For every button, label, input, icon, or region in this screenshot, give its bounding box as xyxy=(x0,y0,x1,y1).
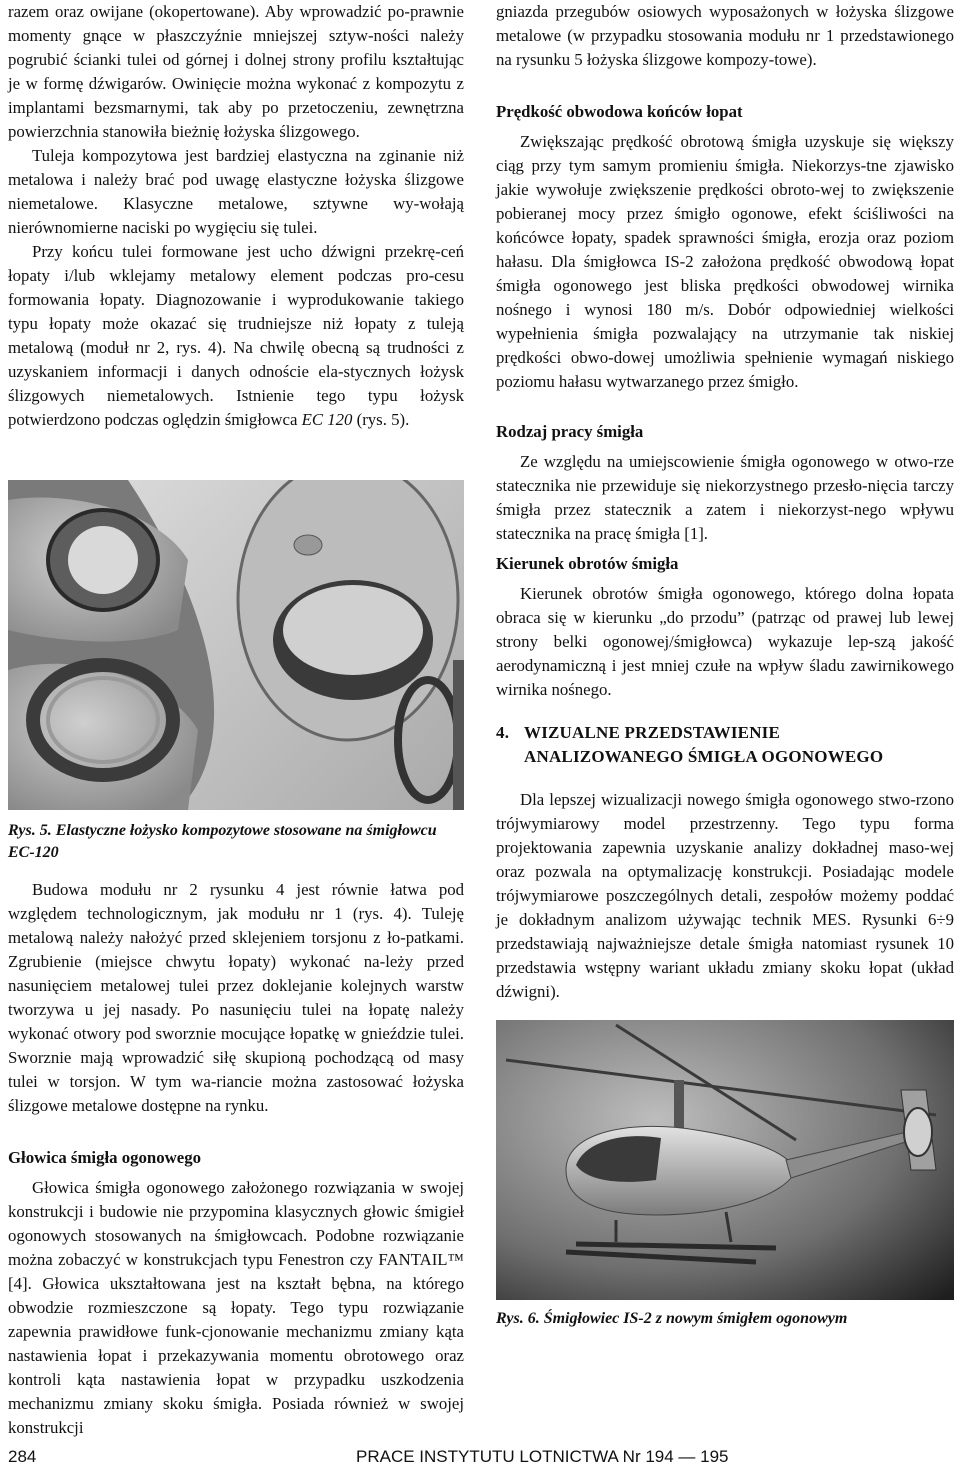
paragraph-operation-mode: Ze względu na umiejscowienie śmigła ogonowego w otwo-rze statecznika nie przewiduje się niekorzystnego przesło-nięcia tarczy śmigła przez statecznik a zatem i niekorzyst-nego wpływu statecznika na pracę śmigła [1]. xyxy=(496,452,954,543)
section-title-line-2: ANALIZOWANEGO ŚMIGŁA OGONOWEGO xyxy=(524,747,884,766)
ec120-reference: EC 120 xyxy=(301,410,353,429)
journal-name: PRACE INSTYTUTU LOTNICTWA Nr 194 — 195 xyxy=(356,1447,729,1466)
heading-operation-mode: Rodzaj pracy śmigła xyxy=(496,422,644,441)
helicopter-illustration xyxy=(496,1020,954,1300)
bearing-photo-illustration xyxy=(8,480,464,810)
paragraph-tip-speed: Zwiększając prędkość obrotową śmigła uzyskuje się większy ciąg przy tym samym promieniu śmigła. Niekorzys-tne zjawisko jakie wywołuje zwiększenie prędkości obroto-wej to zwiększenie pobieranej mocy przez śmigło ogonowe, efekt ściśliwości na końcówce łopaty, spadek sprawności śmigła, erozja oraz poziom hałasu. Dla śmigłowca IS-2 założona prędkość obwodową łopat śmigła ogonowego jest bliska prędkości obwodowej wirnika nośnego i wynosi 180 m/s. Dobór odpowiedniej wielkości wypełnienia śmigła pozwalający na utrzymanie tak niskiej prędkości obwo-dowej umożliwia spełnienie wymagań niskiego poziomu hałasu wytwarzanego przez śmigło. xyxy=(496,132,954,391)
paragraph-visualization: Dla lepszej wizualizacji nowego śmigła ogonowego stwo-rzono trójwymiarowy model przestrzenny. Tego typu forma projektowania zapewnia uzyskanie analizy dokładnej maso-wej oraz pozwala na optymalizację konstrukcji. Posiadając modele trójwymiarowe poszczególnych detali, zespołów możemy poddać je dokładnym analizom używając technik MES. Rysunki 6÷9 przedstawiają najważniejsze detale śmigła natomiast rysunek 10 przedstawia wstępny wariant układu zmiany skoku łopat (układ dźwigni). xyxy=(496,790,954,1001)
figure-5-photo xyxy=(8,480,464,810)
paragraph-rotor-head: Głowica śmigła ogonowego założonego rozwiązania w swojej konstrukcji i budowie nie przypomina klasycznych głowic śmigieł ogonowych stosowanych na śmigłowcach. Podobne rozwiązanie można zobaczyć w konstrukcjach typu Fenestron czy FANTAIL™ [4]. Głowica ukształtowana jest na kształt bębna, na którego obwodzie rozmieszczone są łopaty. Tego typu rozwiązanie zapewnia prawidłowe funk-cjonowanie mechanizmu zmiany kąta nastawienia łopat i przekazywania momentu obrotowego oraz kontroli kąta nastawienia łopat w przypadku uszkodzenia mechanizmu zmiany skoku śmigła. Posiada również w swojej konstrukcji xyxy=(8,1178,464,1437)
paragraph-composite-sleeve: Tuleja kompozytowa jest bardziej elastyczna na zginanie niż metalowa i należy brać pod uwagę elastyczne łożyska ślizgowe niemetalowe. Klasyczne metalowe, sztywne wy-wołają nierównomierne naciski po wygięciu się tulei. xyxy=(8,146,464,237)
paragraph-lever-eye: Przy końcu tulei formowane jest ucho dźwigni przekrę-ceń łopaty i/lub wklejamy metalowy element podczas pro-cesu formowania łopaty. Diagnozowanie i wyprodukowanie takiego typu łopaty może okazać się trudniejsze niż łopaty z tuleją metalową (moduł nr 2, rys. 4). Na chwilę obecną są trudności z uzyskaniem informacji i danych odnoście ela-stycznych łożysk ślizgowych niemetalowych. Istnienie tego typu łożysk potwierdzono podczas oględzin śmigłowca EC 120 (rys. 5). xyxy=(8,242,464,429)
figure-6-render xyxy=(496,1020,954,1300)
page-number: 284 xyxy=(8,1447,37,1466)
figure-5-caption: Rys. 5. Elastyczne łożysko kompozytowe stosowane na śmigłowcu EC-120 xyxy=(8,822,437,861)
paragraph-module-2: Budowa modułu nr 2 rysunku 4 jest równie łatwa pod względem technologicznym, jak modułu nr 1 (rys. 4). Tuleję metalową należy nałożyć przed sklejeniem torsjonu z ło-patkami. Zgrubienie (miejsce chwytu łopaty) wykonać na-leży przed nasunięciem metalowej tulei przez doklejanie kolejnych warstw tworzywa u jej nasady. Po nasunięciu tulei na łopatę należy wykonać otwory pod sworznie mocujące łopatkę w gnieździe tulei. Sworznie mają wprowadzić siłę skupioną pochodzącą od masy tulei w torsjon. W tym wa-riancie można zastosować łożyska ślizgowe metalowe dostępne na rynku. xyxy=(8,880,464,1115)
section-number: 4. xyxy=(496,723,510,742)
paragraph-rotation-direction: Kierunek obrotów śmigła ogonowego, którego dolna łopata obraca się w kierunku „do przodu” (patrząc od prawej lub lewej strony belki ogonowej/śmigłowca) wykazuje lep-szą jakość aerodynamiczną i jest mniej czułe na wpływ śladu zawirnikowego wirnika nośnego. xyxy=(496,584,954,699)
paragraph-intro-left: razem oraz owijane (okopertowane). Aby wprowadzić po-prawnie momenty gnące w płaszczyźnie mniejszej sztyw-ności należy pogrubić ścianki tulei od górnej i dolnej strony profilu kształtując je w formę dźwigarów. Owinięcie można wykonać z kompozytu z implantami bezsmarnymi, tak aby po przetoczeniu, zewnętrzna powierzchnia stanowiła bieżnię łożyska ślizgowego. xyxy=(8,2,464,141)
heading-rotor-head: Głowica śmigła ogonowego xyxy=(8,1148,201,1167)
figure-6-caption: Rys. 6. Śmigłowiec IS-2 z nowym śmigłem ogonowym xyxy=(496,1310,848,1327)
heading-tip-speed: Prędkość obwodowa końców łopat xyxy=(496,102,743,121)
heading-rotation-direction: Kierunek obrotów śmigła xyxy=(496,554,679,573)
section-title-line-1: WIZUALNE PRZEDSTAWIENIE xyxy=(524,723,781,742)
paragraph-bearing-sockets: gniazda przegubów osiowych wyposażonych w łożyska ślizgowe metalowe (w przypadku stosowania modułu nr 1 przedstawionego na rysunku 5 łożyska ślizgowe kompozy-towe). xyxy=(496,2,954,69)
